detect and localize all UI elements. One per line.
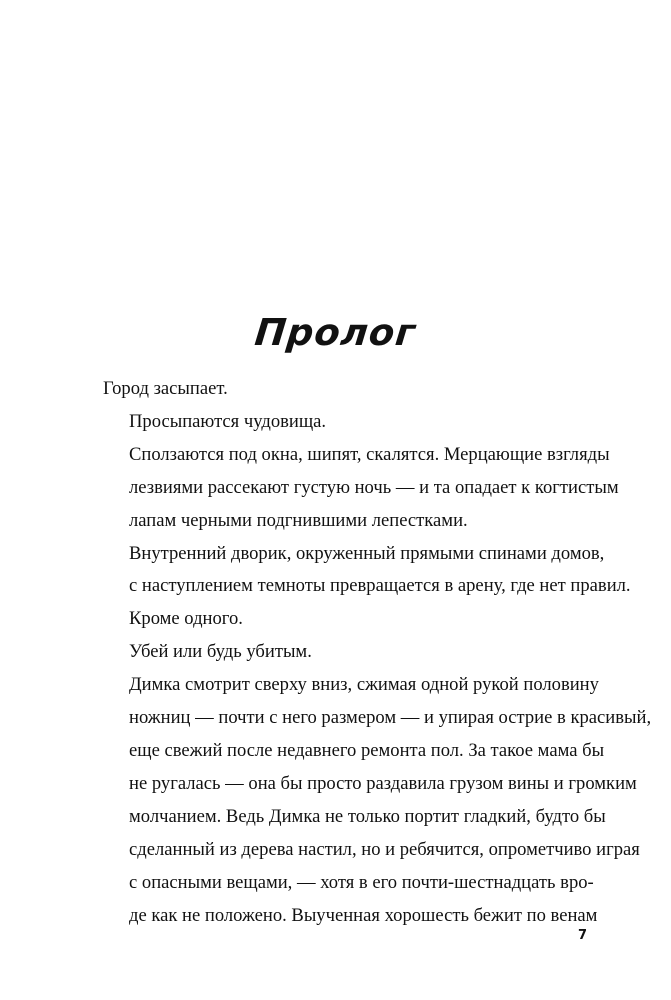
chapter-title: Пролог	[252, 310, 419, 354]
text-line: с опасными вещами, — хотя в его почти-шестнадцать вро-	[129, 871, 594, 893]
text-line: Просыпаются чудовища.	[129, 410, 327, 432]
text-line: Димка смотрит сверху вниз, сжимая одной рукой половину	[129, 674, 599, 696]
text-line: Внутренний дворик, окруженный прямыми спинами домов,	[129, 542, 605, 564]
text-line: не ругалась — она бы просто раздавила грузом вины и громким	[129, 772, 637, 794]
text-line: Кроме одного.	[129, 608, 243, 630]
paragraph	[103, 439, 619, 538]
text-line: лапам черными подгнившими лепестками.	[129, 509, 468, 531]
body-text	[103, 373, 652, 932]
text-line: лезвиями рассекают густую ночь — и та опадает к когтистым	[129, 476, 619, 498]
text-line: молчанием. Ведь Димка не только портит гладкий, будто бы	[129, 805, 606, 827]
text-line: сделанный из дерева настил, но и ребячится, опрометчиво играя	[129, 838, 640, 860]
page-number: 7	[577, 928, 587, 943]
paragraph	[103, 373, 575, 406]
paragraph	[103, 636, 575, 669]
text-line: с наступлением темноты превращается в арену, где нет правил.	[129, 575, 631, 597]
text-line: Город засыпает.	[103, 378, 228, 399]
paragraph	[103, 538, 631, 604]
paragraph	[103, 603, 575, 636]
text-line: Сползаются под окна, шипят, скалятся. Мерцающие взгляды	[129, 443, 610, 465]
text-line: ножниц — почти с него размером — и упирая острие в красивый,	[129, 707, 652, 729]
paragraph	[103, 669, 652, 932]
text-line: еще свежий после недавнего ремонта пол. За такое мама бы	[129, 739, 605, 761]
text-line: де как не положено. Выученная хорошесть бежит по венам	[129, 904, 598, 926]
text-line: Убей или будь убитым.	[129, 641, 312, 663]
paragraph	[103, 406, 575, 439]
